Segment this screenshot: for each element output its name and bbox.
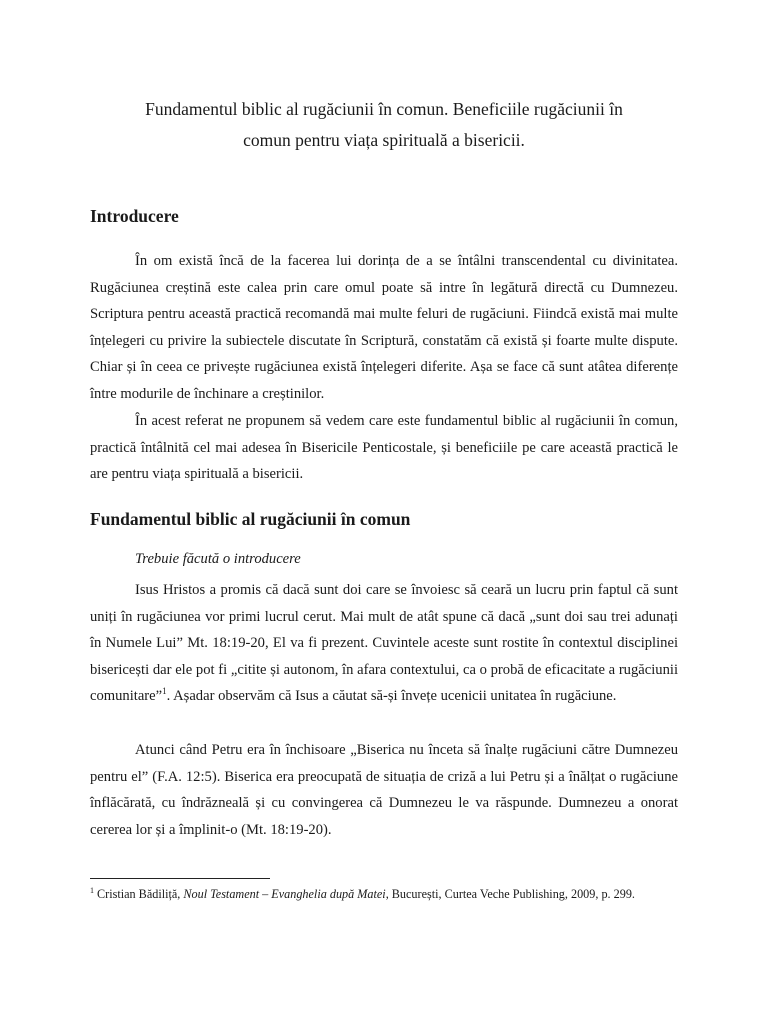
title-line-1: Fundamentul biblic al rugăciunii în comun. Beneficiile rugăciunii în [145, 99, 623, 119]
footnote-separator [90, 878, 270, 879]
document-title [90, 94, 678, 156]
paragraph-text-continued: . Așadar observăm că Isus a căutat să-și învețe ucenicii unitatea în rugăciune. [166, 688, 617, 705]
intro-paragraph-2: În acest referat ne propunem să vedem care este fundamentul biblic al rugăciunii în comun, practică întâlnită cel mai adesea în Bisericile Penticostale, și beneficiile pe care această practică le are pentru viața spirituală a bisericii. [90, 413, 678, 483]
section2-paragraph-1 [90, 577, 678, 710]
section-heading-introducere: Introducere [90, 206, 179, 226]
paragraph-text: Isus Hristos a promis că dacă sunt doi care se învoiesc să ceară un lucru prin faptul că sunt uniți în rugăciunea vor primi lucrul cerut. Mai mult de atât spune că dacă „sunt doi sau trei adunați în Numele Lui” Mt. 18:19-20, El va fi prezent. Cuvintele aceste sunt rostite în contextul disciplinei bisericești dar ele pot fi „citite și autonom, în afara contextului, ca o probă de eficacitate a rugăciunii comunitare” [90, 582, 678, 705]
section2-paragraph-2: Atunci când Petru era în închisoare „Biserica nu înceta să înalțe rugăciuni către Dumnezeu pentru el” (F.A. 12:5). Biserica era preocupată de situația de criză a lui Petru și a înălțat o rugăciune înflăcărată, cu îndrăzneală și cu convingerea că Dumnezeu le va răspunde. Dumnezeu a onorat cererea lor și a împlinit-o (Mt. 18:19-20). [90, 742, 678, 838]
footnote-publication: , București, Curtea Veche Publishing, 2009, p. 299. [385, 887, 635, 901]
footnote-author: Cristian Bădiliță, [94, 887, 184, 901]
footnote-reference[interactable]: 1 [162, 686, 167, 697]
section-heading-fundamentul: Fundamentul biblic al rugăciunii în comun [90, 509, 411, 529]
footnote [90, 885, 690, 903]
title-line-2: comun pentru viața spirituală a bisericii. [243, 130, 525, 150]
intro-paragraph-1: În om există încă de la facerea lui dorința de a se întâlni transcendental cu divinitatea. Rugăciunea creștină este calea prin care omul poate să intre în legătură directă cu Dumnezeu. Scriptura pentru această practică recomandă mai multe feluri de rugăciuni. Fiindcă există mai multe înțelegeri cu privire la subiectele discutate în Scriptură, constatăm că există și foarte multe dispute. Chiar și în ceea ce privește rugăciunea există înțelegeri diferite. Așa se face că sunt atâtea diferențe între modurile de închinare a creștinilor. [90, 253, 678, 402]
footnote-marker: 1 [90, 886, 94, 895]
subheading-introducere: Trebuie făcută o introducere [135, 551, 301, 567]
footnote-work-title: Noul Testament – Evanghelia după Matei [183, 887, 386, 901]
